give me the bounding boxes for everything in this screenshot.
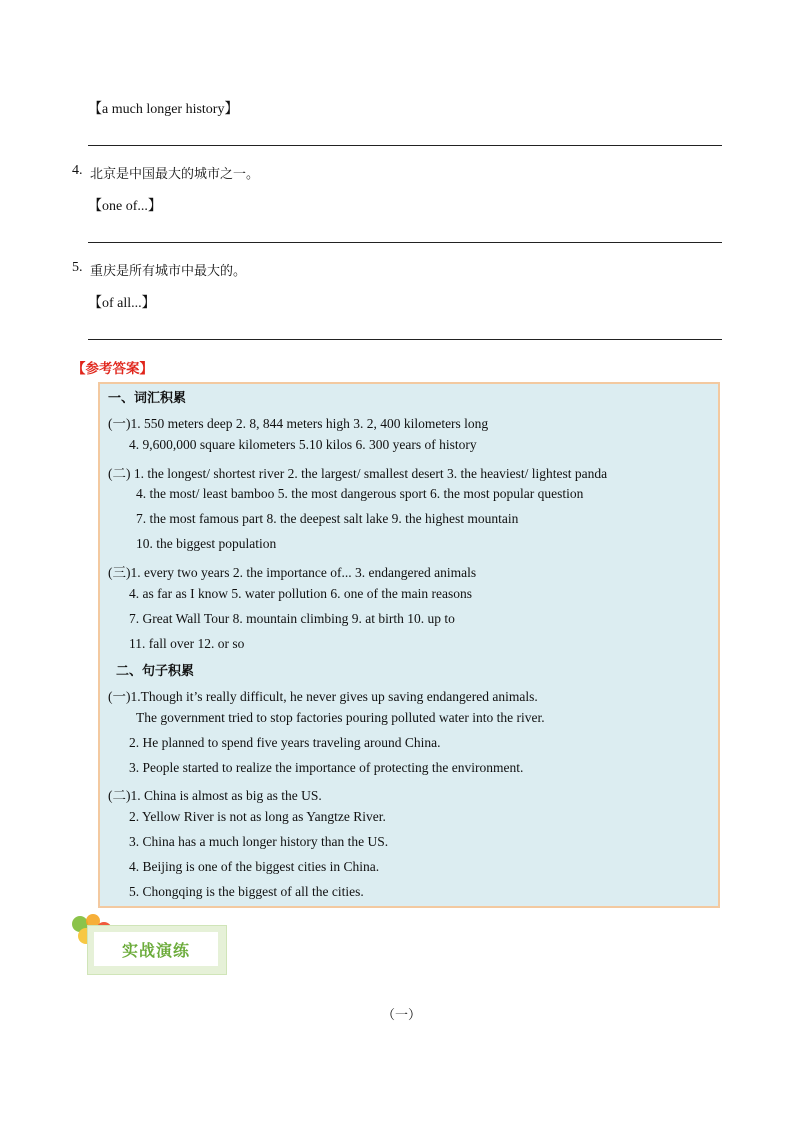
question-5-text: 重庆是所有城市中最大的。 [90,264,247,279]
answer-line: (一)1.Though it’s really difficult, he never gives up saving endangered animals. [108,689,538,704]
answer-line: 2. He planned to spend five years traveling around China. [129,735,441,750]
practice-badge-inner [94,932,218,966]
answer-line: 2. Yellow River is not as long as Yangtze River. [129,809,386,824]
sentence-section-title: 二、句子积累 [116,664,195,679]
answer-line: The government tried to stop factories pouring polluted water into the river. [136,710,545,725]
answer-line: 4. 9,600,000 square kilometers 5.10 kilos 6. 300 years of history [129,437,477,452]
answer-line: 10. the biggest population [136,536,277,551]
answer-line: (一)1. 550 meters deep 2. 8, 844 meters high 3. 2, 400 kilometers long [108,416,489,431]
answer-line: 11. fall over 12. or so [129,636,245,651]
answer-line: 7. the most famous part 8. the deepest salt lake 9. the highest mountain [136,511,519,526]
question-5-hint: 【of all...】 [88,296,156,311]
section-marker: （一） [382,1008,422,1023]
practice-badge-label: 实战演练 [121,940,190,960]
question-4-number: 4. [72,163,83,178]
question-5-number: 5. [72,260,83,275]
vocab-section-title: 一、词汇积累 [108,391,187,406]
answer-line-4[interactable] [88,242,722,243]
answer-heading: 【参考答案】 [72,361,153,377]
answer-line: 4. Beijing is one of the biggest cities in China. [129,859,380,874]
answer-box [98,382,720,908]
answer-line: 5. Chongqing is the biggest of all the cities. [129,884,364,899]
answer-line: 3. China has a much longer history than the US. [129,834,389,849]
answer-line: 4. as far as I know 5. water pollution 6. one of the main reasons [129,586,473,601]
answer-line: (三)1. every two years 2. the importance of... 3. endangered animals [108,565,477,580]
answer-line-3[interactable] [88,145,722,146]
question-4-hint: 【one of...】 [88,199,162,214]
practice-badge [87,925,227,975]
answer-line: 7. Great Wall Tour 8. mountain climbing 9. at birth 10. up to [129,611,455,626]
answer-line: (二)1. China is almost as big as the US. [108,788,322,803]
question-3-hint: 【a much longer history】 [88,102,239,117]
question-4-text: 北京是中国最大的城市之一。 [90,167,260,182]
answer-line: 3. People started to realize the importance of protecting the environment. [129,760,524,775]
answer-line-5[interactable] [88,339,722,340]
answer-line: (二) 1. the longest/ shortest river 2. the largest/ smallest desert 3. the heaviest/ lightest panda [108,466,608,481]
answer-line: 4. the most/ least bamboo 5. the most dangerous sport 6. the most popular question [136,486,584,501]
